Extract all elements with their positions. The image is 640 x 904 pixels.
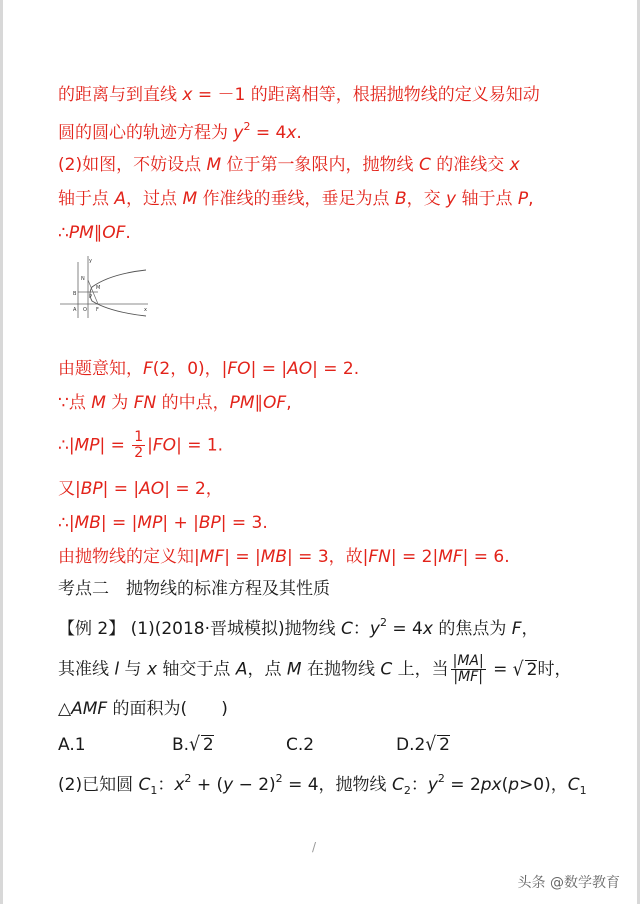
line-2: 圆的圆心的轨迹方程为 $y^2 = 4x$.	[58, 120, 302, 143]
option-a: A.1	[58, 735, 86, 755]
fig-label-x: x	[144, 307, 147, 313]
option-d: D.2√ 2	[396, 733, 450, 757]
page-mark: /	[312, 840, 317, 854]
line-6: 由题意知，F(2，0)，|FO| = |AO| = 2.	[58, 359, 360, 379]
fig-label-P: P	[89, 294, 93, 300]
parabola-figure	[58, 252, 150, 320]
fig-label-N: N	[81, 276, 85, 282]
line-13: 【例 2】 (1)(2018·晋城模拟)抛物线 C：$y^2 = 4x$ 的焦点为 F，	[58, 616, 539, 639]
fraction-ma-mf: $\frac{|MA|}{|MF|}$	[452, 653, 484, 685]
line-3: (2)如图，不妨设点 M 位于第一象限内，抛物线 C 的准线交 x	[58, 155, 520, 175]
line-4: 轴于点 A，过点 M 作准线的垂线，垂足为点 B，交 y 轴于点 P,	[58, 189, 534, 209]
line-15: △AMF 的面积为( )	[58, 699, 228, 719]
option-c: C.2	[286, 735, 315, 755]
fig-label-O: O	[83, 307, 87, 313]
line-1: 的距离与到直线 x = －1 的距离相等，根据抛物线的定义易知动	[58, 85, 540, 105]
line-17: (2)已知圆 $C_1$：$x^2 + (y - 2)^2 = 4$，抛物线 $C_2$：$y^2 = 2px(p>0)$，$C_1$	[58, 772, 587, 797]
option-b: B.√ 2	[172, 733, 214, 757]
fig-label-B: B	[73, 291, 77, 297]
watermark: 头条 @数学教育	[517, 875, 620, 891]
fig-label-A: A	[73, 307, 77, 313]
fig-label-F: F	[96, 307, 99, 313]
line-9: 又|BP| = |AO| = 2，	[58, 479, 223, 499]
section-heading: 考点二 抛物线的标准方程及其性质	[58, 579, 330, 599]
fraction-half: $\frac{1}{2}$	[134, 429, 144, 461]
fig-label-y: y	[89, 258, 92, 264]
line-8: ∴|MP| = $\frac{1}{2}$ |FO| = 1.	[58, 429, 224, 461]
line-5: ∴PM∥OF.	[58, 223, 131, 243]
line-11: 由抛物线的定义知|MF| = |MB| = 3，故|FN| = 2|MF| = 6.	[58, 547, 510, 567]
line-10: ∴|MB| = |MP| + |BP| = 3.	[58, 513, 268, 533]
line-14: 其准线 l 与 x 轴交于点 A，点 M 在抛物线 C 上，当 $\frac{|MA|}{|MF|}$ = √ 2时，	[58, 653, 572, 685]
fig-label-M: M	[96, 285, 101, 291]
line-7: ∵点 M 为 FN 的中点，PM∥OF,	[58, 393, 292, 413]
